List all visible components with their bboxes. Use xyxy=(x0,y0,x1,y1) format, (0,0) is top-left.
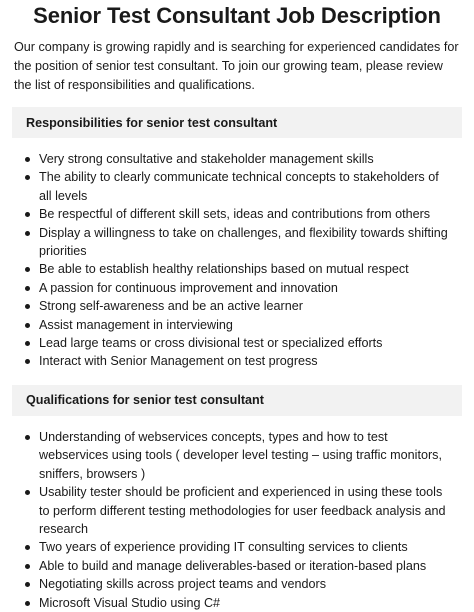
list-item xyxy=(12,428,462,483)
bullet-icon xyxy=(25,435,30,440)
bullet-icon xyxy=(25,601,30,606)
bullet-icon xyxy=(25,341,30,346)
list-item-text: Be able to establish healthy relationships based on mutual respect xyxy=(39,262,409,277)
list-item xyxy=(12,557,462,575)
bullet-icon xyxy=(25,304,30,309)
list-item xyxy=(12,279,462,297)
bullet-icon xyxy=(25,231,30,236)
list-item-text: Be respectful of different skill sets, ideas and contributions from others xyxy=(39,207,431,222)
qualifications-heading xyxy=(12,385,462,416)
list-item-text: Very strong consultative and stakeholder management skills xyxy=(39,152,374,166)
list-item-text: Two years of experience providing IT consulting services to clients xyxy=(39,540,408,555)
bullet-icon xyxy=(25,286,30,291)
bullet-icon xyxy=(25,267,30,272)
list-item-text: Lead large teams or cross divisional test or specialized efforts xyxy=(39,336,383,351)
bullet-icon xyxy=(25,490,30,495)
bullet-icon xyxy=(25,359,30,364)
list-item-text: Negotiating skills across project teams and vendors xyxy=(39,577,326,592)
list-item xyxy=(12,224,462,261)
list-item xyxy=(12,483,462,538)
list-item xyxy=(12,575,462,593)
qualifications-heading-text: Qualifications for senior test consultant xyxy=(26,393,264,408)
list-item-text: Interact with Senior Management on test progress xyxy=(39,354,318,369)
intro-paragraph: Our company is growing rapidly and is searching for experienced candidates for the position of senior test consultant. To join our growing team, please review the list of responsibilities and qualifications. xyxy=(14,40,459,92)
list-item xyxy=(12,150,462,168)
responsibilities-heading xyxy=(12,107,462,138)
list-item xyxy=(12,260,462,278)
list-item-text: Display a willingness to take on challenges, and flexibility towards shifting priorities xyxy=(39,225,448,259)
responsibilities-heading-text: Responsibilities for senior test consultant xyxy=(26,115,278,130)
list-item xyxy=(12,168,462,205)
list-item xyxy=(12,334,462,352)
list-item-text: The ability to clearly communicate technical concepts to stakeholders of all levels xyxy=(39,170,439,203)
list-item-text: Able to build and manage deliverables-based or iteration-based plans xyxy=(39,558,427,573)
list-item xyxy=(12,205,462,223)
list-item xyxy=(12,594,462,612)
bullet-icon xyxy=(25,323,30,328)
list-item-text: Microsoft Visual Studio using C# xyxy=(39,595,221,610)
bullet-icon xyxy=(25,157,30,162)
bullet-icon xyxy=(25,582,30,587)
list-item-text: Strong self-awareness and be an active learner xyxy=(39,299,303,314)
bullet-icon xyxy=(25,545,30,550)
qualifications-list xyxy=(12,428,462,612)
list-item xyxy=(12,316,462,334)
list-item-text: Understanding of webservices concepts, types and how to test webservices using tools ( developer level testing – using traffic monitors, sniffers, browsers ) xyxy=(39,429,442,481)
list-item xyxy=(12,297,462,315)
bullet-icon xyxy=(25,212,30,217)
list-item-text: A passion for continuous improvement and innovation xyxy=(39,280,338,295)
bullet-icon xyxy=(25,175,30,180)
page-title: Senior Test Consultant Job Description xyxy=(33,3,441,28)
responsibilities-list xyxy=(12,150,462,371)
list-item-text: Assist management in interviewing xyxy=(39,317,233,332)
list-item xyxy=(12,538,462,556)
list-item xyxy=(12,352,462,370)
bullet-icon xyxy=(25,564,30,569)
list-item-text: Usability tester should be proficient and experienced in using these tools to perform different testing methodologies for user feedback analysis and research xyxy=(39,485,446,536)
